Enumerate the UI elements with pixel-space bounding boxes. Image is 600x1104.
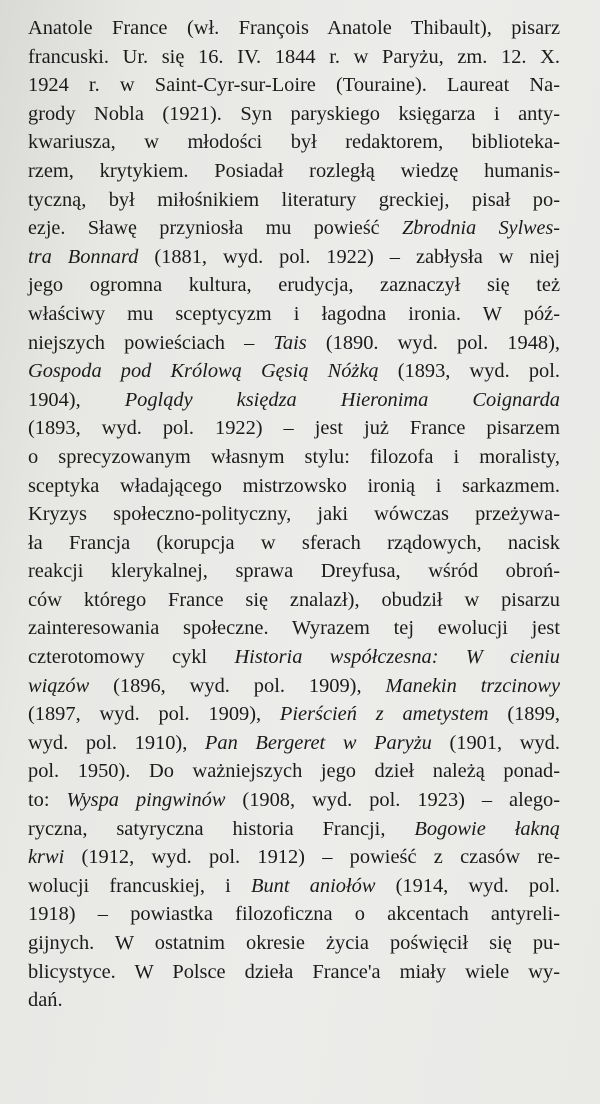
biography-paragraph	[28, 14, 560, 1015]
text-run: Anatole France (wł. François Anatole Thibault), pisarz	[28, 17, 560, 39]
text-line	[28, 214, 560, 243]
text-line	[28, 329, 560, 358]
italic-title: Poglądy księdza Hieronima Coignarda	[124, 388, 560, 411]
text-run: jego ogromna kultura, erudycja, zaznaczył się też	[28, 274, 560, 297]
text-line	[28, 500, 560, 529]
text-run: (1908, wyd. pol. 1923) – alego-	[225, 789, 560, 812]
text-run: gijnych. W ostatnim okresie życia poświęcił się pu-	[28, 932, 560, 954]
text-line	[28, 786, 560, 815]
text-run: (1912, wyd. pol. 1912) – powieść z czasów re-	[64, 846, 560, 869]
text-line	[28, 843, 560, 872]
italic-title: Pan Bergeret w Paryżu	[204, 731, 432, 754]
text-run: (1914, wyd. pol.	[375, 874, 560, 897]
text-run: niejszych powieściach –	[28, 331, 274, 354]
text-line	[28, 614, 560, 643]
text-line	[28, 700, 560, 729]
text-line	[28, 243, 560, 272]
text-line	[28, 872, 560, 901]
italic-title: Wyspa pingwinów	[66, 789, 226, 812]
text-run: ezje. Sławę przyniosła mu powieść	[28, 217, 403, 240]
text-run: pol. 1950). Do ważniejszych jego dzieł należą ponad-	[28, 760, 560, 783]
text-run: wyd. pol. 1910),	[28, 731, 205, 754]
italic-title: krwi	[28, 846, 65, 869]
text-run: (1890. wyd. pol. 1948),	[306, 331, 560, 354]
text-run: czterotomowy cykl	[28, 646, 235, 669]
text-line	[28, 128, 560, 157]
text-line	[28, 14, 560, 43]
text-run: reakcji klerykalnej, sprawa Dreyfusa, wśród obroń-	[28, 560, 560, 583]
text-run: zainteresowania społeczne. Wyrazem tej ewolucji jest	[28, 617, 560, 640]
italic-title: Bogowie łakną	[414, 817, 560, 840]
text-line	[28, 271, 560, 300]
italic-title: Tais	[273, 331, 307, 354]
text-run: 1924 r. w Saint-Cyr-sur-Loire (Touraine). Laureat Na-	[28, 74, 560, 97]
text-run: 1904),	[28, 388, 125, 411]
text-run: ła Francja (korupcja w sferach rządowych, nacisk	[28, 531, 560, 554]
text-run: sceptyka władającego mistrzowsko ironią i sarkazmem.	[28, 474, 560, 497]
text-line	[28, 986, 560, 1015]
text-run: 1918) – powiastka filozoficzna o akcentach antyreli-	[28, 903, 560, 926]
text-line	[28, 643, 560, 672]
text-line	[28, 357, 560, 386]
text-run: (1893, wyd. pol.	[378, 360, 560, 383]
text-run: tyczną, był miłośnikiem literatury greckiej, pisał po-	[28, 188, 560, 211]
text-line	[28, 414, 560, 443]
text-run: ryczna, satyryczna historia Francji,	[28, 817, 415, 840]
text-line	[28, 300, 560, 329]
text-line	[28, 729, 560, 758]
italic-title: Gospoda pod Królową Gęsią Nóżką	[28, 360, 379, 383]
text-run: (1899,	[488, 703, 560, 726]
text-line	[28, 71, 560, 100]
text-run: kwariusza, w młodości był redaktorem, biblioteka-	[28, 131, 560, 154]
text-line	[28, 586, 560, 615]
text-run: właściwy mu sceptycyzm i łagodna ironia. W póź-	[28, 302, 560, 325]
italic-title: Manekin trzcinowy	[385, 674, 560, 697]
text-run: (1901, wyd.	[431, 731, 560, 754]
text-line	[28, 958, 560, 987]
text-line	[28, 815, 560, 844]
text-run: wolucji francuskiej, i	[28, 874, 252, 897]
text-line	[28, 157, 560, 186]
text-line	[28, 672, 560, 701]
text-line	[28, 557, 560, 586]
text-run: rzem, krytykiem. Posiadał rozległą wiedzę humanis-	[28, 159, 560, 182]
italic-title: tra Bonnard	[28, 245, 139, 268]
text-line	[28, 757, 560, 786]
text-run: blicystyce. W Polsce dzieła France'a miały wiele wy-	[28, 960, 560, 983]
text-line	[28, 443, 560, 472]
text-line	[28, 186, 560, 215]
text-line	[28, 386, 560, 415]
text-line	[28, 529, 560, 558]
italic-title: Zbrodnia Sylwes-	[402, 217, 560, 240]
text-run: (1893, wyd. pol. 1922) – jest już France pisarzem	[28, 417, 560, 440]
italic-title: wiązów	[28, 674, 90, 697]
italic-title: Pierścień z ametystem	[279, 703, 489, 726]
italic-title: Bunt aniołów	[251, 874, 376, 897]
text-run: (1897, wyd. pol. 1909),	[28, 703, 280, 726]
text-line	[28, 900, 560, 929]
text-line	[28, 472, 560, 501]
italic-title: Historia współczesna: W cieniu	[234, 646, 560, 669]
text-run: (1881, wyd. pol. 1922) – zabłysła w niej	[138, 245, 560, 268]
text-run: grody Nobla (1921). Syn paryskiego księgarza i anty-	[28, 102, 560, 125]
text-line	[28, 929, 560, 958]
text-line	[28, 100, 560, 129]
text-line	[28, 43, 560, 72]
text-run: ców którego France się znalazł), obudził w pisarzu	[28, 588, 560, 611]
text-run: Kryzys społeczno-polityczny, jaki wówczas przeżywa-	[28, 503, 560, 526]
text-run: dań.	[28, 989, 63, 1012]
text-run: to:	[28, 789, 67, 812]
text-run: o sprecyzowanym własnym stylu: filozofa i moralisty,	[28, 445, 560, 468]
text-run: (1896, wyd. pol. 1909),	[89, 674, 386, 697]
text-run: francuski. Ur. się 16. IV. 1844 r. w Paryżu, zm. 12. X.	[28, 45, 560, 68]
